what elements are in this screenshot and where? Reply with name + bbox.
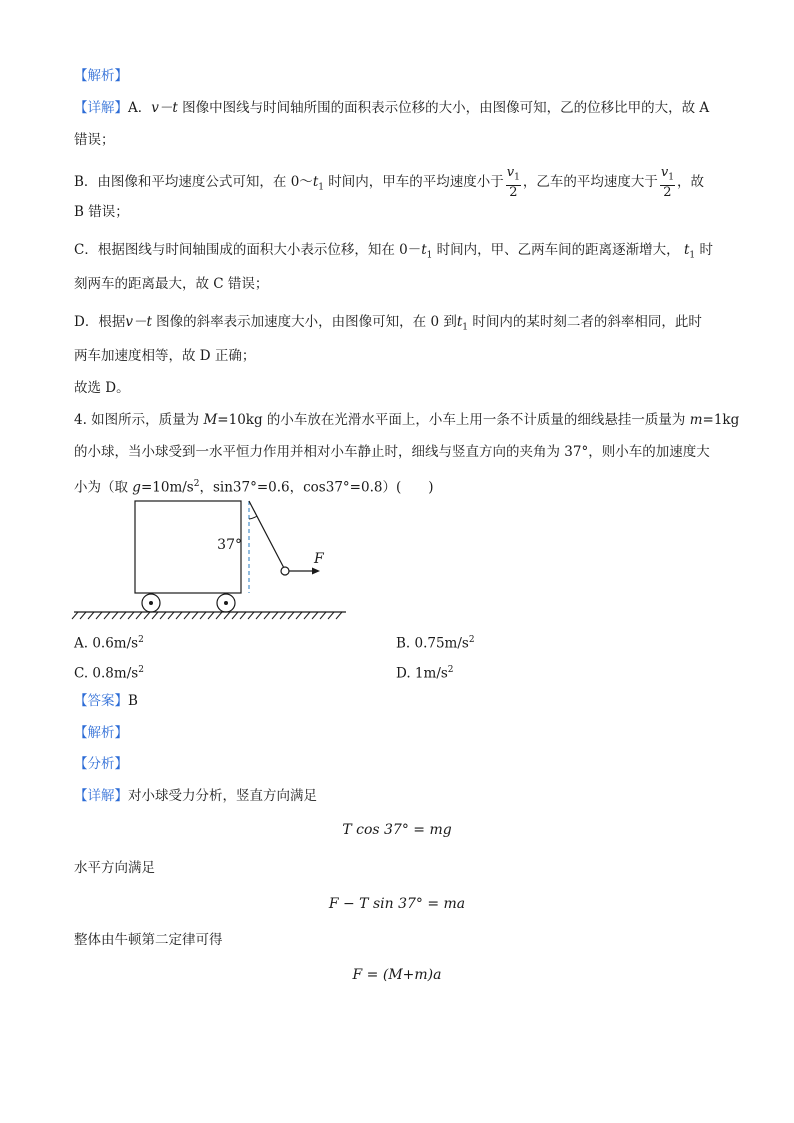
option-d-text: D. 1m/s [396, 665, 448, 682]
ground-hatching [72, 612, 342, 619]
analysis-tag-2: 【解析】 [74, 725, 128, 741]
g-symbol: g [132, 479, 141, 496]
hatch-line [280, 612, 286, 619]
detail-line-b2: B 错误； [74, 204, 129, 220]
hatch-line [152, 612, 158, 619]
hatch-line [80, 612, 86, 619]
text: ，故 [676, 173, 704, 190]
t-symbol: t [421, 242, 427, 258]
vt-symbol: v－t [151, 100, 178, 116]
equation-1: T cos 37° = mg [342, 822, 452, 838]
detail-text: 图像中图线与时间轴所围的面积表示位移的大小，由图像可知，乙的位移比甲的大，故 A [177, 100, 710, 116]
frac-num: v [660, 165, 669, 180]
text: 4. 如图所示，质量为 [74, 412, 204, 428]
text: =10m/s [140, 479, 194, 496]
t-symbol: t [456, 314, 463, 330]
question-line-2: 的小球，当小球受到一水平恒力作用并相对小车静止时，细线与竖直方向的夹角为 37°，则小车的加速度大 [74, 444, 710, 460]
text: 对小球受力分析，竖直方向满足 [128, 788, 317, 804]
detail-line-c [74, 240, 713, 266]
hatch-line [256, 612, 262, 619]
detail-tag: 【详解】 [74, 100, 128, 116]
hatch-line [104, 612, 110, 619]
text: ，sin37°=0.6，cos37°=0.8）( ) [199, 479, 434, 496]
string [249, 501, 285, 570]
answer-value: B [128, 693, 138, 709]
equation-3: F = (M+m)a [352, 967, 442, 983]
t-sub: 1 [689, 250, 696, 261]
wheel-right-hub [224, 601, 228, 605]
option-a [74, 630, 144, 654]
hatch-line [136, 612, 142, 619]
t-sub: 1 [462, 322, 469, 333]
hatch-line [168, 612, 174, 619]
hatch-line [200, 612, 206, 619]
conclusion-line: 故选 D。 [74, 380, 130, 396]
hatch-line [96, 612, 102, 619]
text: D．根据 [74, 314, 126, 330]
detail-line-d [74, 312, 702, 338]
hatch-line [120, 612, 126, 619]
vt-symbol: v－t [125, 314, 152, 330]
frac-den: 2 [509, 184, 518, 200]
option-a-text: A. 0.6m/s [74, 635, 139, 652]
hatch-line [88, 612, 94, 619]
wheel-left-hub [149, 601, 153, 605]
hatch-line [208, 612, 214, 619]
option-d [396, 660, 454, 684]
detail-line-d2: 两车加速度相等，故 D 正确； [74, 348, 256, 364]
detail-line-b [74, 166, 704, 199]
ball [281, 567, 289, 575]
hatch-line [160, 612, 166, 619]
detail-line-c2: 刻两车的距离最大，故 C 错误； [74, 276, 269, 292]
text: ，乙车的平均速度大于 [522, 173, 658, 190]
t-sub: 1 [426, 250, 433, 261]
text: B．由图像和平均速度公式可知，在 0～ [74, 173, 313, 190]
hatch-line [128, 612, 134, 619]
text: C．根据图线与时间轴围成的面积大小表示位移，知在 0－ [74, 242, 422, 258]
hatch-line [288, 612, 294, 619]
force-label: F [314, 551, 324, 567]
angle-label: 37° [217, 537, 242, 553]
t-symbol: t [683, 242, 690, 258]
frac-num: v [506, 165, 515, 180]
sup: 2 [468, 635, 475, 645]
hatch-line [176, 612, 182, 619]
sup: 2 [138, 665, 144, 675]
text: 时 [695, 242, 713, 258]
text: 时间内，甲、乙两车间的距离逐渐增大， [432, 242, 680, 258]
sup: 2 [138, 635, 144, 645]
question-line-1 [74, 410, 739, 430]
option-c [74, 660, 144, 684]
angle-arc [249, 516, 257, 519]
hatch-line [184, 612, 190, 619]
option-label: A． [128, 100, 152, 116]
option-c-text: C. 0.8m/s [74, 665, 139, 682]
hatch-line [304, 612, 310, 619]
sup: 2 [447, 665, 454, 675]
cart-figure [70, 495, 360, 620]
frac-den: 2 [663, 184, 672, 200]
answer-line [74, 691, 138, 711]
hatch-line [296, 612, 302, 619]
text: 时间内，甲车的平均速度小于 [323, 173, 504, 190]
text: 图像的斜率表示加速度大小，由图像可知，在 0 到 [151, 314, 457, 330]
mass-M: M [203, 412, 218, 428]
hatch-line [72, 612, 78, 619]
question-line-3 [74, 474, 433, 498]
fenxi-tag: 【分析】 [74, 756, 128, 772]
solution-line-3: 整体由牛顿第二定律可得 [74, 932, 223, 948]
hatch-line [312, 612, 318, 619]
hatch-line [232, 612, 238, 619]
text: =10kg 的小车放在光滑水平面上，小车上用一条不计质量的细线悬挂一质量为 [217, 412, 690, 428]
detail-line-a2: 错误； [74, 132, 115, 148]
sup: 2 [193, 479, 200, 489]
hatch-line [248, 612, 254, 619]
t-symbol: t [312, 173, 319, 190]
hatch-line [224, 612, 230, 619]
mass-m: m [689, 412, 703, 428]
text: =1kg [702, 412, 740, 428]
t-sub: 1 [318, 182, 324, 193]
detail-tag: 【详解】 [74, 788, 128, 804]
hatch-line [112, 612, 118, 619]
text: 时间内的某时刻二者的斜率相同，此时 [468, 314, 702, 330]
hatch-line [336, 612, 342, 619]
hatch-line [216, 612, 222, 619]
solution-line-2: 水平方向满足 [74, 860, 155, 876]
hatch-line [264, 612, 270, 619]
hatch-line [144, 612, 150, 619]
text: 小为（取 [74, 479, 133, 496]
fraction-v1-2 [506, 166, 521, 199]
equation-2: F − T sin 37° = ma [328, 896, 466, 912]
option-b [396, 630, 475, 654]
answer-tag: 【答案】 [74, 693, 128, 709]
solution-line-1 [74, 786, 317, 806]
force-arrow-head [312, 568, 320, 575]
hatch-line [328, 612, 334, 619]
fraction-v1-2-b [660, 166, 675, 199]
frac-num-sub: 1 [514, 172, 520, 183]
frac-num-sub: 1 [668, 172, 674, 183]
hatch-line [192, 612, 198, 619]
hatch-line [272, 612, 278, 619]
detail-line-a [74, 98, 709, 118]
option-b-text: B. 0.75m/s [396, 635, 469, 652]
hatch-line [240, 612, 246, 619]
hatch-line [320, 612, 326, 619]
analysis-tag-1: 【解析】 [74, 68, 128, 84]
